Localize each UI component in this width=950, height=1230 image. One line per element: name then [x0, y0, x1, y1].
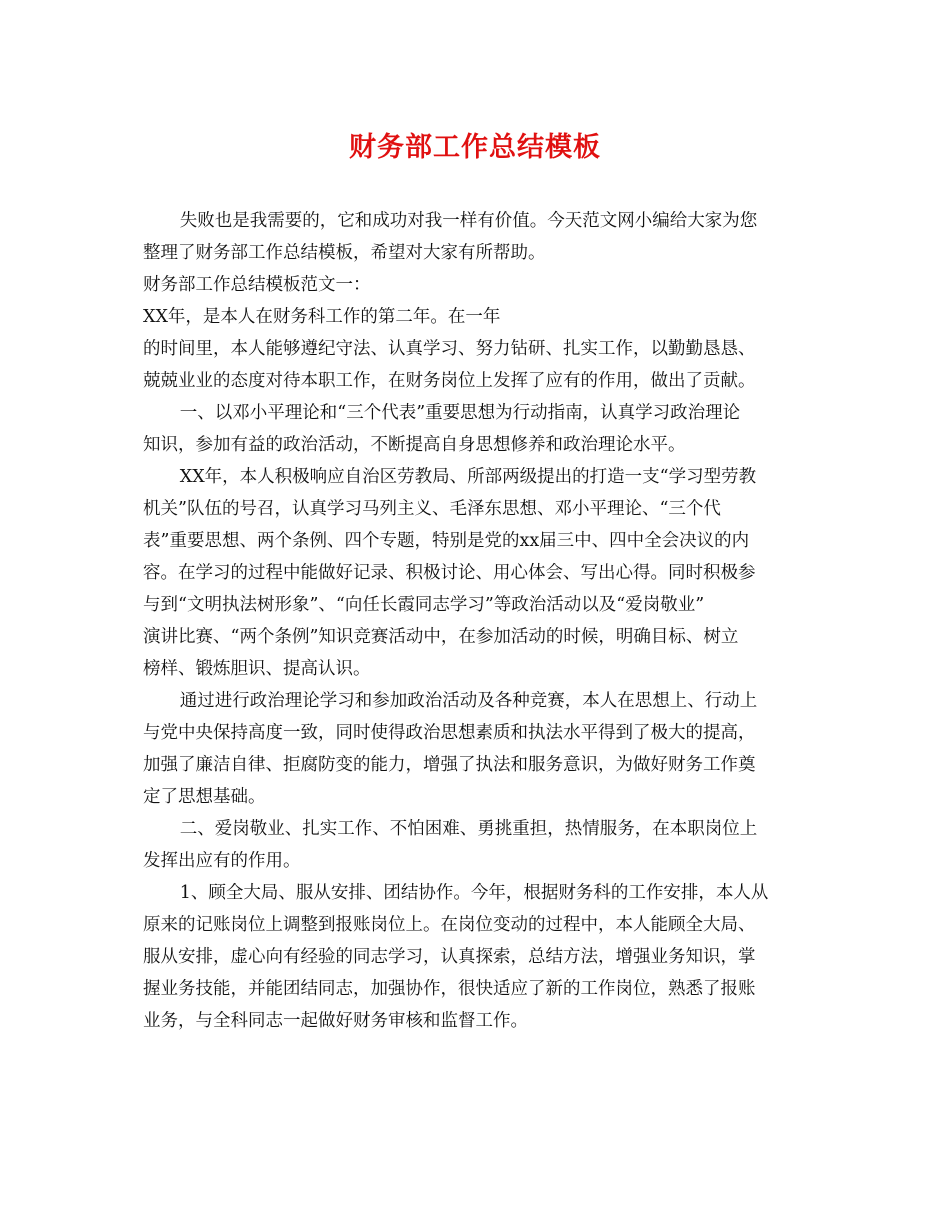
text-line: 一、以邓小平理论和“三个代表”重要思想为行动指南，认真学习政治理论 [179, 403, 741, 423]
text-line: 与到“文明执法树形象”、“向任长霞同志学习”等政治活动以及“爱岗敬业” [143, 595, 705, 615]
text-line: XX年，本人积极响应自治区劳教局、所部两级提出的打造一支“学习型劳教 [179, 467, 757, 487]
text-line: 兢兢业业的态度对待本职工作，在财务岗位上发挥了应有的作用，做出了贡献。 [143, 371, 756, 391]
document-title: 财务部工作总结模板 [349, 132, 601, 163]
text-line: 机关”队伍的号召，认真学习马列主义、毛泽东思想、邓小平理论、“三个代 [143, 499, 721, 519]
text-line: 定了思想基础。 [143, 787, 266, 807]
text-line: 通过进行政治理论学习和参加政治活动及各种竞赛，本人在思想上、行动上 [179, 691, 758, 711]
paragraph-sample-one [143, 269, 808, 397]
text-line: 业务，与全科同志一起做好财务审核和监督工作。 [143, 1011, 528, 1031]
text-line: 1、顾全大局、服从安排、团结协作。今年，根据财务科的工作安排，本人从 [179, 883, 769, 903]
text-line: 的时间里，本人能够遵纪守法、认真学习、努力钻研、扎实工作，以勤勤恳恳、 [143, 339, 756, 359]
text-fragment: XX年，是本人在财务科工作的第二年。在一年 [143, 307, 501, 327]
text-line: 演讲比赛、“两个条例”知识竞赛活动中，在参加活动的时候，明确目标、树立 [143, 627, 739, 647]
paragraph-results [143, 685, 808, 813]
paragraph-section-two-heading [143, 813, 808, 877]
paragraph-study [143, 461, 808, 685]
text-line: 榜样、锻炼胆识、提高认识。 [143, 659, 371, 679]
text-line: 发挥出应有的作用。 [143, 851, 301, 871]
text-line: 整理了财务部工作总结模板，希望对大家有所帮助。 [143, 243, 546, 263]
text-line: 加强了廉洁自律、拒腐防变的能力，增强了执法和服务意识，为做好财务工作奠 [143, 755, 756, 775]
text-line: 容。在学习的过程中能做好记录、积极讨论、用心体会、写出心得。同时积极参 [143, 563, 756, 583]
text-line: 原来的记账岗位上调整到报账岗位上。在岗位变动的过程中，本人能顾全大局、 [143, 915, 756, 935]
text-line: 握业务技能，并能团结同志，加强协作，很快适应了新的工作岗位，熟悉了报账 [143, 979, 756, 999]
paragraph-section-one-heading [143, 397, 808, 461]
text-line: 失败也是我需要的，它和成功对我一样有价值。今天范文网小编给大家为您 [179, 211, 758, 231]
text-line-combined [143, 269, 808, 333]
text-line: 表”重要思想、两个条例、四个专题，特别是党的xx届三中、四中全会决议的内 [143, 531, 750, 551]
text-line: 知识，参加有益的政治活动，不断提高自身思想修养和政治理论水平。 [143, 435, 686, 455]
document-body [143, 205, 808, 1037]
paragraph-item-one [143, 877, 808, 1037]
text-line: 二、爱岗敬业、扎实工作、不怕困难、勇挑重担，热情服务，在本职岗位上 [179, 819, 758, 839]
paragraph-intro [143, 205, 808, 269]
text-line: 与党中央保持高度一致，同时使得政治思想素质和执法水平得到了极大的提高， [143, 723, 756, 743]
section-label: 财务部工作总结模板范文一： [143, 275, 371, 295]
text-line: 服从安排，虚心向有经验的同志学习，认真探索，总结方法，增强业务知识，掌 [143, 947, 756, 967]
